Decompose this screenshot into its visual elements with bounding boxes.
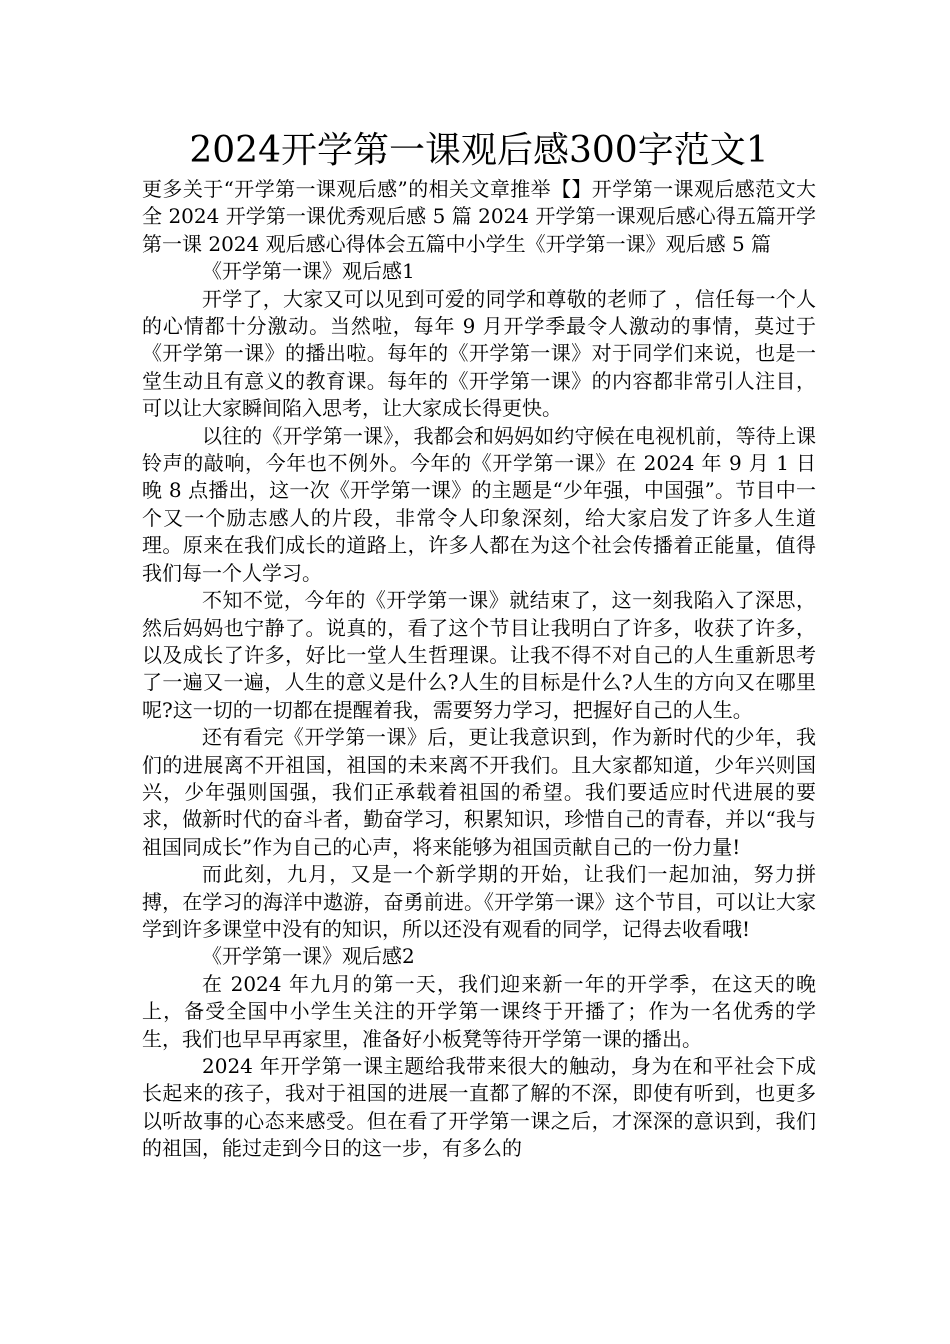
- body-paragraph: 开学了，大家又可以见到可爱的同学和尊敬的老师了 ，信任每一个人的心情都十分激动。当然啦，每年 9 月开学季最令人激动的事情，莫过于《开学第一课》的播出啦。每年的《开学第一课》对于同学们来说，也是一堂生动且有意义的教育课。每年的《开学第一课》的内容都非常引人注目，可以让大家瞬间陷入思考，让大家成长得更快。: [142, 286, 816, 421]
- section-heading: 《开学第一课》观后感1: [202, 259, 415, 284]
- body-paragraph: 而此刻，九月，又是一个新学期的开始，让我们一起加油，努力拼搏，在学习的海洋中遨游，奋勇前进。《开学第一课》这个节目，可以让大家学到许多课堂中没有的知识，所以还没有观看的同学，记得去收看哦!: [142, 862, 816, 941]
- intro-paragraph: 更多关于“开学第一课观后感”的相关文章推举【】开学第一课观后感范文大全 2024 开学第一课优秀观后感 5 篇 2024 开学第一课观后感心得五篇开学第一课 2024 观后感心得体会五篇中小学生《开学第一课》观后感 5 篇: [142, 177, 816, 256]
- document-page: [142, 128, 816, 1163]
- section-heading: 《开学第一课》观后感2: [202, 944, 415, 969]
- body-paragraph: 2024 年开学第一课主题给我带来很大的触动，身为在和平社会下成长起来的孩子，我对于祖国的进展一直都了解的不深，即使有听到，也更多以听故事的心态来感受。但在看了开学第一课之后，才深深的意识到，我们的祖国，能过走到今日的这一步，有多么的: [142, 1054, 816, 1161]
- body-paragraph: 还有看完《开学第一课》后，更让我意识到，作为新时代的少年，我们的进展离不开祖国，祖国的未来离不开我们。且大家都知道，少年兴则国兴，少年强则国强，我们正承载着祖国的希望。我们要适应时代进展的要求，做新时代的奋斗者，勤奋学习，积累知识，珍惜自己的青春，并以“我与祖国同成长”作为自己的心声，将来能够为祖国贡献自己的一份力量!: [142, 725, 816, 859]
- body-paragraph: 以往的《开学第一课》，我都会和妈妈如约守候在电视机前，等待上课铃声的敲响，今年也不例外。今年的《开学第一课》在 2024 年 9 月 1 日晚 8 点播出，这一次《开学第一课》的主题是“少年强，中国强”。节目中一个又一个励志感人的片段，非常令人印象深刻，给大家启发了许多人生道理。原来在我们成长的道路上，许多人都在为这个社会传播着正能量，值得我们每一个人学习。: [142, 423, 816, 585]
- body-paragraph: 不知不觉，今年的《开学第一课》就结束了，这一刻我陷入了深思，然后妈妈也宁静了。说真的，看了这个节目让我明白了许多，收获了许多，以及成长了许多，好比一堂人生哲理课。让我不得不对自己的人生重新思考了一遍又一遍，人生的意义是什么?人生的目标是什么?人生的方向又在哪里呢?这一切的一切都在提醒着我，需要努力学习，把握好自己的人生。: [142, 588, 816, 722]
- document-title: 2024开学第一课观后感300字范文1: [189, 130, 769, 171]
- body-paragraph: 在 2024 年九月的第一天，我们迎来新一年的开学季，在这天的晚上，备受全国中小学生关注的开学第一课终于开播了；作为一名优秀的学生，我们也早早再家里，准备好小板凳等待开学第一课的播出。: [142, 971, 816, 1051]
